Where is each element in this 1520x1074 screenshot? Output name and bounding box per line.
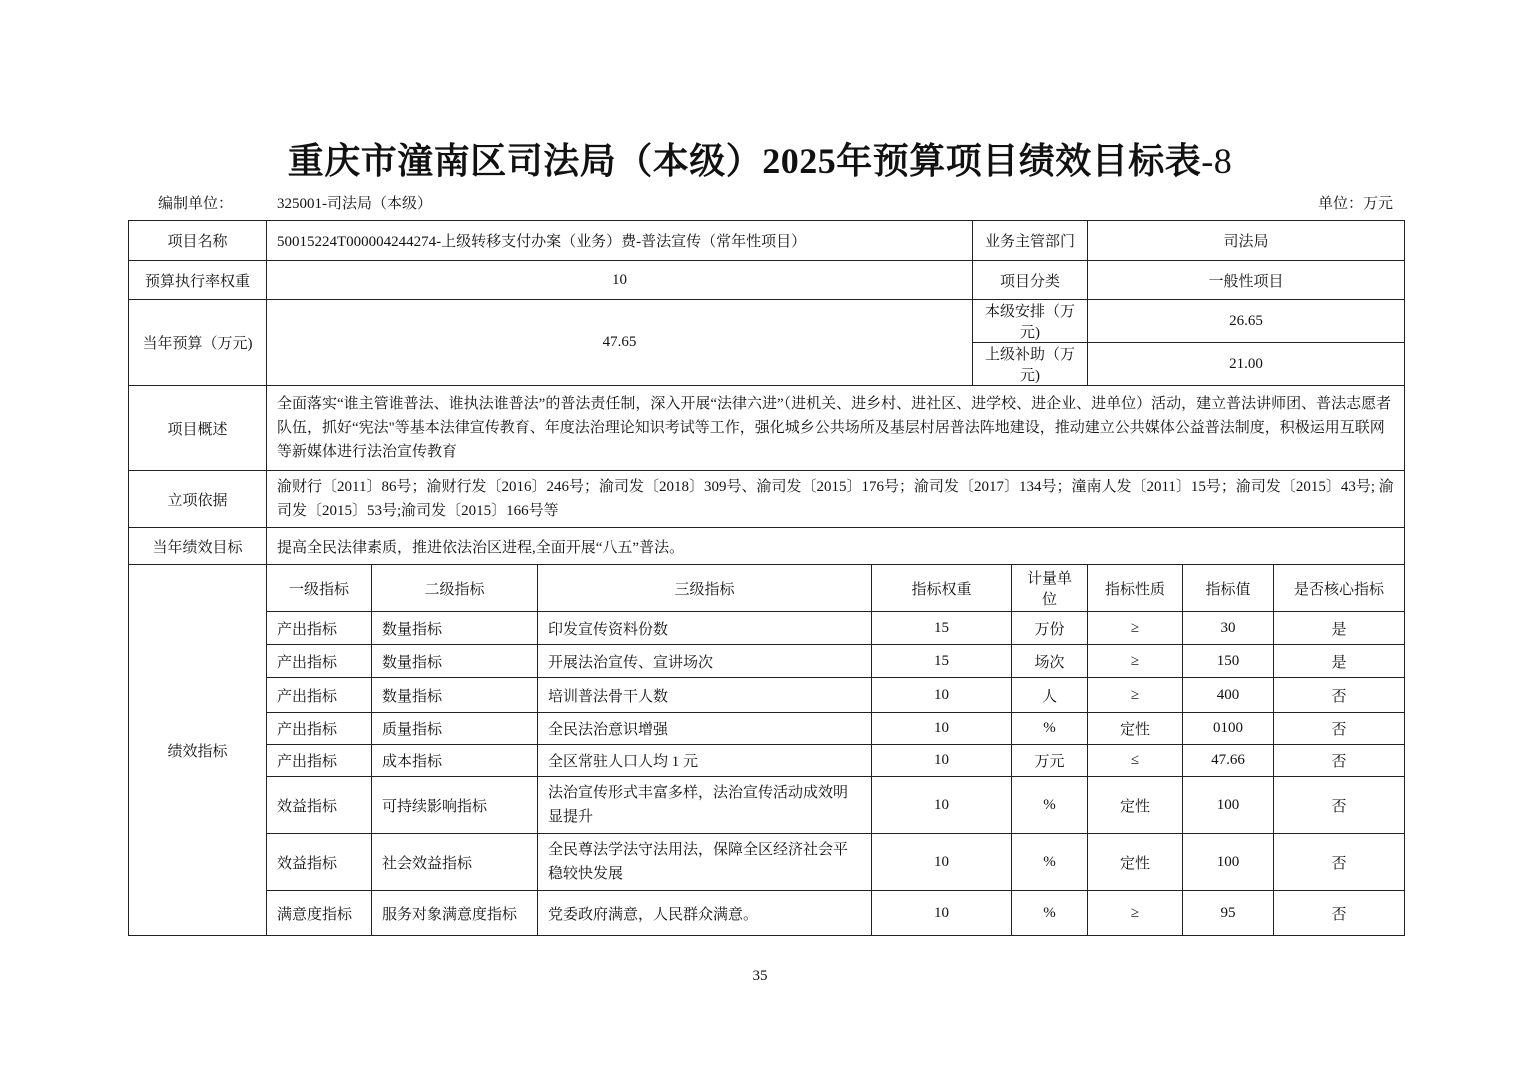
table-row — [129, 834, 1405, 891]
indicator-unit: 万份 — [1012, 612, 1088, 645]
indicator-l1: 效益指标 — [267, 834, 372, 891]
row-weight — [129, 261, 1405, 300]
indicator-unit: % — [1012, 713, 1088, 745]
dept-value: 司法局 — [1088, 221, 1405, 261]
table-row — [129, 891, 1405, 936]
indicator-weight: 10 — [872, 713, 1012, 745]
indicator-l1: 产出指标 — [267, 645, 372, 678]
indicator-value: 150 — [1183, 645, 1274, 678]
indicator-l2: 成本指标 — [372, 745, 538, 777]
header-l1: 一级指标 — [267, 565, 372, 612]
indicator-l2: 质量指标 — [372, 713, 538, 745]
project-name-value: 50015224T000004244274-上级转移支付办案（业务）费-普法宣传（常年性项目） — [267, 221, 973, 261]
indicator-l1: 产出指标 — [267, 745, 372, 777]
table-row — [129, 678, 1405, 713]
indicator-nature: ≥ — [1088, 891, 1183, 936]
basis-label: 立项依据 — [129, 471, 267, 528]
row-budget — [129, 300, 1405, 343]
indicator-l2: 服务对象满意度指标 — [372, 891, 538, 936]
header-l3: 三级指标 — [538, 565, 872, 612]
compiling-unit-value: 325001-司法局（本级） — [277, 196, 432, 212]
header-weight: 指标权重 — [872, 565, 1012, 612]
indicator-weight: 10 — [872, 678, 1012, 713]
indicator-weight: 10 — [872, 745, 1012, 777]
indicator-l3: 培训普法骨干人数 — [538, 678, 872, 713]
row-overview — [129, 386, 1405, 471]
category-label: 项目分类 — [973, 261, 1088, 300]
indicator-nature: 定性 — [1088, 713, 1183, 745]
local-label: 本级安排（万元) — [973, 300, 1088, 343]
project-name-label: 项目名称 — [129, 221, 267, 261]
title-main: 重庆市潼南区司法局（本级）2025年预算项目绩效目标表 — [287, 141, 1202, 181]
indicator-l3: 全区常驻人口人均 1 元 — [538, 745, 872, 777]
indicator-value: 400 — [1183, 678, 1274, 713]
weight-value: 10 — [267, 261, 973, 300]
indicator-nature: ≤ — [1088, 745, 1183, 777]
indicator-value: 47.66 — [1183, 745, 1274, 777]
indicator-core: 否 — [1274, 777, 1405, 834]
compiling-unit-label: 编制单位： — [158, 196, 234, 212]
indicator-l2: 社会效益指标 — [372, 834, 538, 891]
budget-label: 当年预算（万元) — [129, 300, 267, 386]
indicator-weight: 10 — [872, 891, 1012, 936]
title-suffix: -8 — [1201, 141, 1233, 181]
indicator-nature: ≥ — [1088, 612, 1183, 645]
performance-table — [128, 220, 1405, 936]
indicator-header-row — [129, 565, 1405, 612]
table-row — [129, 645, 1405, 678]
page-number: 35 — [752, 968, 768, 984]
indicator-core: 是 — [1274, 645, 1405, 678]
indicator-unit: 万元 — [1012, 745, 1088, 777]
indicator-l3: 印发宣传资料份数 — [538, 612, 872, 645]
indicator-l1: 满意度指标 — [267, 891, 372, 936]
indicator-nature: 定性 — [1088, 777, 1183, 834]
table-row — [129, 777, 1405, 834]
row-basis — [129, 471, 1405, 528]
indicator-core: 否 — [1274, 713, 1405, 745]
budget-value: 47.65 — [267, 300, 973, 386]
table-row — [129, 612, 1405, 645]
indicator-l3: 党委政府满意，人民群众满意。 — [538, 891, 872, 936]
indicator-unit: % — [1012, 834, 1088, 891]
currency-unit: 单位：万元 — [1317, 196, 1393, 212]
indicator-l1: 产出指标 — [267, 713, 372, 745]
overview-label: 项目概述 — [129, 386, 267, 471]
header-unit: 计量单位 — [1012, 565, 1088, 612]
category-value: 一般性项目 — [1088, 261, 1405, 300]
indicator-weight: 10 — [872, 777, 1012, 834]
indicator-value: 100 — [1183, 834, 1274, 891]
indicator-weight: 10 — [872, 834, 1012, 891]
indicator-value: 100 — [1183, 777, 1274, 834]
indicator-weight: 15 — [872, 612, 1012, 645]
row-goal — [129, 528, 1405, 565]
header-core: 是否核心指标 — [1274, 565, 1405, 612]
indicator-l3: 开展法治宣传、宣讲场次 — [538, 645, 872, 678]
indicator-nature: ≥ — [1088, 645, 1183, 678]
indicator-unit: 场次 — [1012, 645, 1088, 678]
upper-label: 上级补助（万元) — [973, 343, 1088, 386]
indicator-l3: 全民法治意识增强 — [538, 713, 872, 745]
indicator-unit: 人 — [1012, 678, 1088, 713]
indicator-l3: 全民尊法学法守法用法，保障全区经济社会平稳较快发展 — [538, 834, 872, 891]
indicator-value: 0100 — [1183, 713, 1274, 745]
header-value: 指标值 — [1183, 565, 1274, 612]
indicator-l1: 产出指标 — [267, 612, 372, 645]
local-value: 26.65 — [1088, 300, 1405, 343]
upper-value: 21.00 — [1088, 343, 1405, 386]
indicator-unit: % — [1012, 891, 1088, 936]
dept-label: 业务主管部门 — [973, 221, 1088, 261]
header-nature: 指标性质 — [1088, 565, 1183, 612]
basis-value: 渝财行〔2011〕86号；渝财行发〔2016〕246号；渝司发〔2018〕309号、渝司发〔2015〕176号；渝司发〔2017〕134号；潼南人发〔2011〕15号；渝司发〔2015〕43号; 渝司发〔2015〕53号;渝司发〔2015〕166号等 — [267, 471, 1405, 528]
goal-label: 当年绩效目标 — [129, 528, 267, 565]
indicators-label: 绩效指标 — [129, 565, 267, 936]
indicator-core: 否 — [1274, 745, 1405, 777]
indicator-l1: 效益指标 — [267, 777, 372, 834]
indicator-l2: 数量指标 — [372, 645, 538, 678]
overview-value: 全面落实“谁主管谁普法、谁执法谁普法”的普法责任制，深入开展“法律六进”（进机关、进乡村、进社区、进学校、进企业、进单位）活动，建立普法讲师团、普法志愿者队伍，抓好“宪法"等基本法律宣传教育、年度法治理论知识考试等工作，强化城乡公共场所及基层村居普法阵地建设，推动建立公共媒体公益普法制度，积极运用互联网等新媒体进行法治宣传教育 — [267, 386, 1405, 471]
indicator-value: 30 — [1183, 612, 1274, 645]
indicator-nature: ≥ — [1088, 678, 1183, 713]
row-project-name — [129, 221, 1405, 261]
indicator-l3: 法治宣传形式丰富多样，法治宣传活动成效明显提升 — [538, 777, 872, 834]
weight-label: 预算执行率权重 — [129, 261, 267, 300]
indicator-core: 是 — [1274, 612, 1405, 645]
table-row — [129, 713, 1405, 745]
indicator-l2: 数量指标 — [372, 678, 538, 713]
table-row — [129, 745, 1405, 777]
indicator-core: 否 — [1274, 891, 1405, 936]
indicator-weight: 15 — [872, 645, 1012, 678]
indicator-l2: 可持续影响指标 — [372, 777, 538, 834]
indicator-core: 否 — [1274, 834, 1405, 891]
page-title — [0, 133, 1520, 184]
indicator-unit: % — [1012, 777, 1088, 834]
goal-value: 提高全民法律素质，推进依法治区进程,全面开展“八五”普法。 — [267, 528, 1405, 565]
indicator-core: 否 — [1274, 678, 1405, 713]
indicator-nature: 定性 — [1088, 834, 1183, 891]
indicator-value: 95 — [1183, 891, 1274, 936]
indicator-l2: 数量指标 — [372, 612, 538, 645]
header-l2: 二级指标 — [372, 565, 538, 612]
indicator-l1: 产出指标 — [267, 678, 372, 713]
